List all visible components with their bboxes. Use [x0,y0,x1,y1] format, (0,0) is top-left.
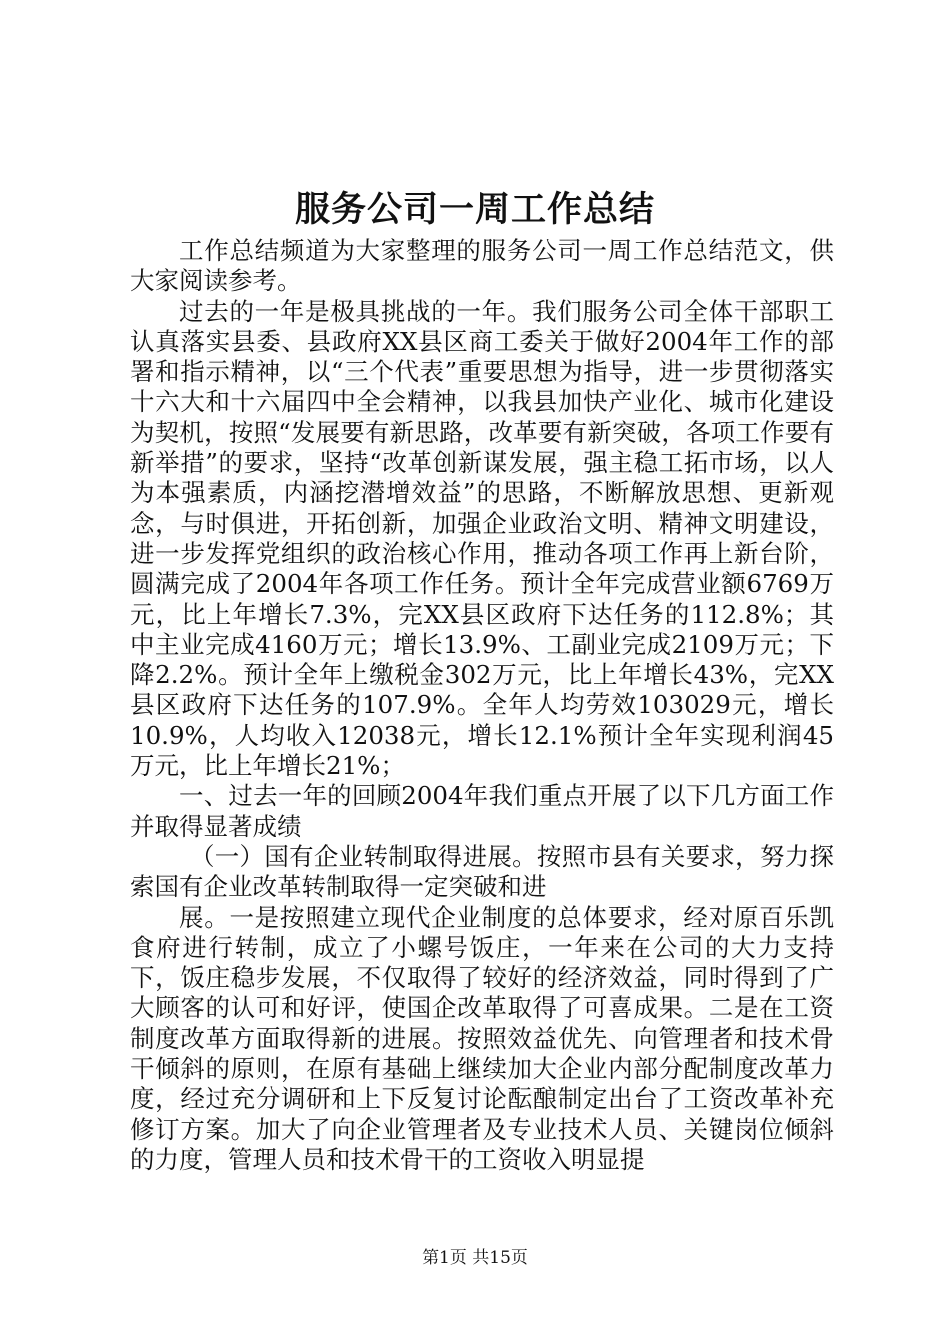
section-heading-review: 一、过去一年的回顾2004年我们重点开展了以下几方面工作并取得显著成绩 [130,781,834,841]
paragraph-overview: 过去的一年是极具挑战的一年。我们服务公司全体干部职工认真落实县委、县政府XX县区商工委关于做好2004年工作的部署和指示精神，以“三个代表”重要思想为指导，进一步贯彻落实十六大和十六届四中全会精神，以我县加快产业化、城市化建设为契机，按照“发展要有新思路，改革要有新突破，各项工作要有新举措”的要求，坚持“改革创新谋发展，强主稳工拓市场，以人为本强素质，内涵挖潜增效益”的思路，不断解放思想、更新观念，与时俱进，开拓创新，加强企业政治文明、精神文明建设，进一步发挥党组织的政治核心作用，推动各项工作再上新台阶，圆满完成了2004年各项工作任务。预计全年完成营业额6769万元，比上年增长7.3%，完XX县区政府下达任务的112.8%；其中主业完成4160万元；增长13.9%、工副业完成2109万元；下降2.2%。预计全年上缴税金302万元，比上年增长43%，完XX县区政府下达任务的107.9%。全年人均劳效103029元，增长10.9%，人均收入12038元，增长12.1%预计全年实现利润45万元，比上年增长21%； [130,296,834,781]
document-title: 服务公司一周工作总结 [294,189,655,230]
page-footer: 第1页 共15页 [422,1248,528,1268]
subsection-heading-reform: （一）国有企业转制取得进展。按照市县有关要求，努力探索国有企业改革转制取得一定突破和进 [130,841,834,902]
document-body [130,236,834,1175]
paragraph-reform-details: 展。一是按照建立现代企业制度的总体要求，经对原百乐凯食府进行转制，成立了小螺号饭庄，一年来在公司的大力支持下，饭庄稳步发展，不仅取得了较好的经济效益，同时得到了广大顾客的认可和好评，使国企改革取得了可喜成果。二是在工资制度改革方面取得新的进展。按照效益优先、向管理者和技术骨干倾斜的原则，在原有基础上继续加大企业内部分配制度改革力度，经过充分调研和上下反复讨论酝酿制定出台了工资改革补充修订方案。加大了向企业管理者及专业技术人员、关键岗位倾斜的力度，管理人员和技术骨干的工资收入明显提 [130,902,834,1174]
paragraph-intro: 工作总结频道为大家整理的服务公司一周工作总结范文，供大家阅读参考。 [130,236,834,296]
